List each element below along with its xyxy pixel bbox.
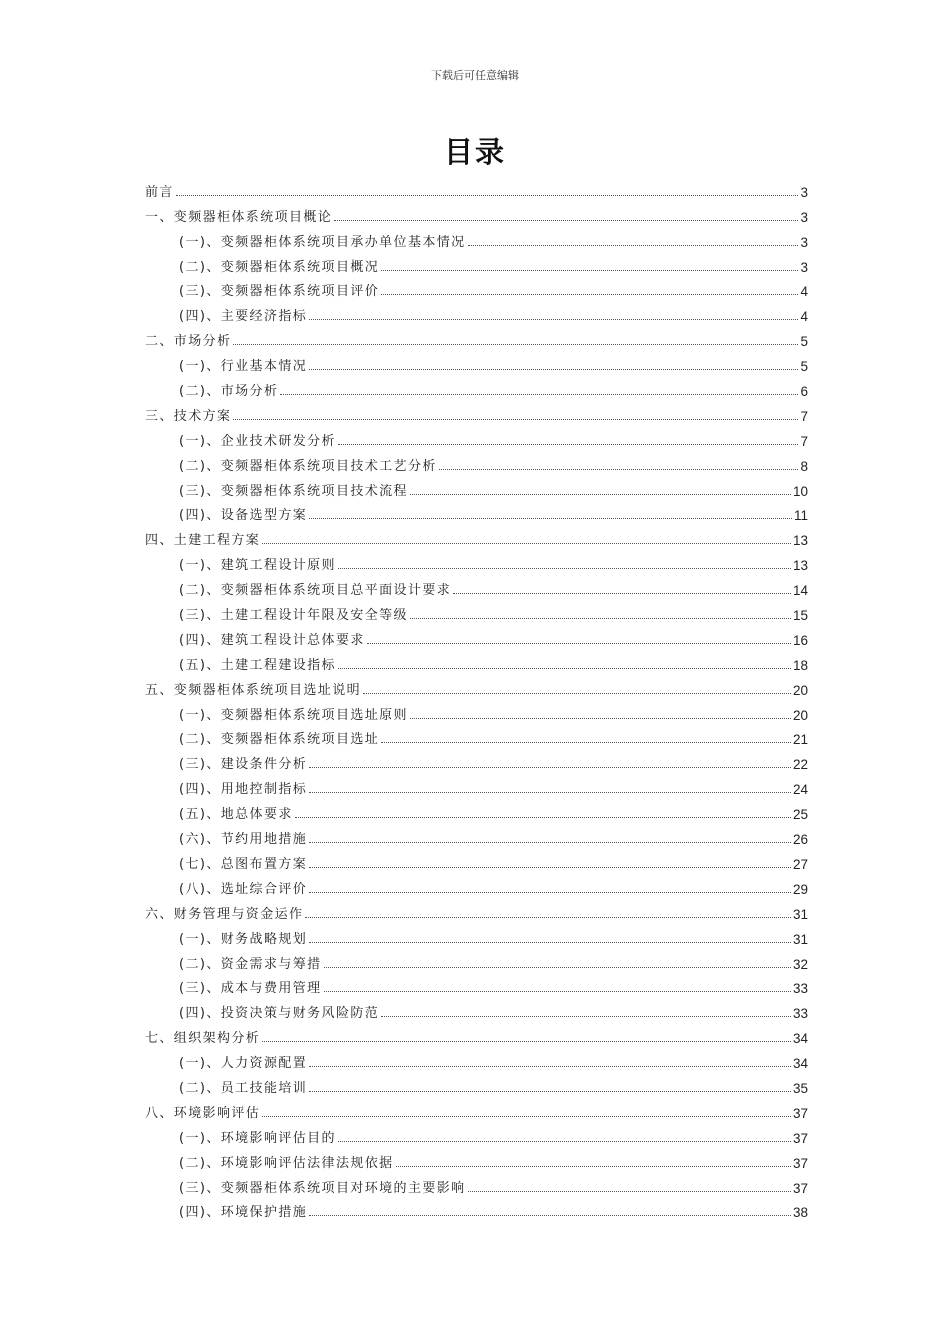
toc-entry[interactable] — [145, 349, 808, 374]
toc-entry-label: (三)、成本与费用管理 — [179, 981, 322, 997]
toc-leader-dots — [468, 1190, 791, 1192]
toc-entry-page: 37 — [792, 1180, 808, 1196]
toc-entry[interactable] — [145, 474, 808, 499]
toc-entry-page: 8 — [800, 458, 808, 474]
toc-leader-dots — [338, 1140, 791, 1142]
toc-entry-page: 37 — [792, 1105, 808, 1121]
toc-entry[interactable] — [145, 972, 808, 997]
toc-leader-dots — [309, 791, 791, 793]
toc-entry[interactable] — [145, 374, 808, 399]
toc-entry[interactable] — [145, 897, 808, 922]
toc-leader-dots — [363, 692, 791, 694]
toc-entry-label: (五)、地总体要求 — [179, 807, 293, 823]
toc-entry[interactable] — [145, 747, 808, 772]
toc-entry-page: 31 — [792, 906, 808, 922]
toc-entry-page: 4 — [800, 309, 808, 325]
toc-entry-label: (四)、环境保护措施 — [179, 1205, 308, 1221]
toc-leader-dots — [381, 293, 798, 295]
toc-entry-label: (一)、行业基本情况 — [179, 359, 308, 375]
toc-entry-label: 一、变频器柜体系统项目概论 — [145, 209, 333, 225]
toc-entry-page: 13 — [792, 533, 808, 549]
toc-entry-page: 34 — [792, 1031, 808, 1047]
toc-entry-page: 16 — [792, 632, 808, 648]
toc-entry-page: 6 — [800, 384, 808, 400]
toc-entry[interactable] — [145, 324, 808, 349]
toc-entry[interactable] — [145, 1196, 808, 1221]
toc-leader-dots — [233, 343, 798, 345]
toc-entry-page: 7 — [800, 433, 808, 449]
toc-entry[interactable] — [145, 573, 808, 598]
toc-entry-label: (三)、变频器柜体系统项目评价 — [179, 284, 380, 300]
toc-entry-page: 27 — [792, 856, 808, 872]
toc-entry[interactable] — [145, 623, 808, 648]
toc-entry[interactable] — [145, 847, 808, 872]
toc-entry[interactable] — [145, 299, 808, 324]
toc-entry-label: (五)、土建工程建设指标 — [179, 657, 336, 673]
toc-leader-dots — [410, 717, 791, 719]
toc-entry[interactable] — [145, 399, 808, 424]
toc-leader-dots — [396, 1165, 791, 1167]
toc-entry-label: (六)、节约用地措施 — [179, 832, 308, 848]
toc-entry-label: (四)、建筑工程设计总体要求 — [179, 632, 365, 648]
toc-entry-label: (一)、企业技术研发分析 — [179, 433, 336, 449]
toc-entry-label: 二、市场分析 — [145, 334, 232, 350]
toc-entry[interactable] — [145, 1096, 808, 1121]
toc-entry-page: 24 — [792, 782, 808, 798]
toc-entry-label: (二)、变频器柜体系统项目技术工艺分析 — [179, 458, 437, 474]
toc-entry-page: 37 — [792, 1155, 808, 1171]
toc-entry-label: (四)、投资决策与财务风险防范 — [179, 1006, 380, 1022]
toc-entry-page: 38 — [792, 1205, 808, 1221]
toc-entry-label: (一)、变频器柜体系统项目承办单位基本情况 — [179, 234, 466, 250]
toc-leader-dots — [309, 1065, 791, 1067]
toc-entry-label: (二)、市场分析 — [179, 384, 279, 400]
toc-entry-label: (七)、总图布置方案 — [179, 856, 308, 872]
toc-entry-page: 20 — [792, 707, 808, 723]
toc-entry-page: 20 — [792, 682, 808, 698]
page-title: 目录 — [443, 135, 506, 169]
toc-entry[interactable] — [145, 225, 808, 250]
toc-entry-label: (四)、用地控制指标 — [179, 782, 308, 798]
toc-entry[interactable] — [145, 1071, 808, 1096]
toc-leader-dots — [233, 418, 798, 420]
toc-leader-dots — [305, 916, 791, 918]
toc-leader-dots — [338, 443, 799, 445]
toc-entry-page: 11 — [793, 508, 808, 524]
toc-entry-page: 31 — [792, 931, 808, 947]
toc-entry-label: 三、技术方案 — [145, 408, 232, 424]
toc-entry[interactable] — [145, 1021, 808, 1046]
toc-leader-dots — [324, 966, 791, 968]
toc-entry-label: 五、变频器柜体系统项目选址说明 — [145, 682, 362, 698]
toc-entry-page: 18 — [792, 657, 808, 673]
toc-leader-dots — [381, 269, 798, 271]
toc-entry-label: (二)、变频器柜体系统项目选址 — [179, 732, 380, 748]
toc-entry[interactable] — [145, 449, 808, 474]
toc-entry-label: (三)、变频器柜体系统项目对环境的主要影响 — [179, 1180, 466, 1196]
page-header: 下载后可任意编辑 — [431, 69, 519, 82]
toc-leader-dots — [367, 642, 791, 644]
toc-entry-page: 34 — [792, 1056, 808, 1072]
toc-entry[interactable] — [145, 200, 808, 225]
toc-entry[interactable] — [145, 922, 808, 947]
toc-entry[interactable] — [145, 1121, 808, 1146]
toc-entry-page: 22 — [792, 757, 808, 773]
toc-entry-page: 5 — [800, 359, 808, 375]
toc-entry-page: 3 — [800, 184, 808, 200]
toc-leader-dots — [309, 866, 791, 868]
toc-entry-label: (八)、选址综合评价 — [179, 881, 308, 897]
toc-entry-page: 37 — [792, 1130, 808, 1146]
toc-leader-dots — [381, 1015, 791, 1017]
toc-entry-label: (三)、建设条件分析 — [179, 757, 308, 773]
toc-leader-dots — [309, 841, 791, 843]
toc-entry-page: 21 — [792, 732, 808, 748]
toc-entry[interactable] — [145, 723, 808, 748]
toc-leader-dots — [309, 1214, 791, 1216]
toc-leader-dots — [338, 667, 791, 669]
toc-leader-dots — [410, 493, 791, 495]
toc-leader-dots — [309, 368, 798, 370]
toc-entry[interactable] — [145, 175, 808, 200]
toc-entry[interactable] — [145, 1146, 808, 1171]
toc-entry-page: 26 — [792, 832, 808, 848]
toc-entry-label: (四)、主要经济指标 — [179, 309, 308, 325]
toc-entry-page: 7 — [800, 408, 808, 424]
toc-entry-label: (二)、员工技能培训 — [179, 1080, 308, 1096]
toc-entry-label: (一)、人力资源配置 — [179, 1056, 308, 1072]
toc-leader-dots — [468, 244, 799, 246]
toc-entry-page: 29 — [792, 881, 808, 897]
toc-entry[interactable] — [145, 548, 808, 573]
toc-entry-page: 3 — [800, 234, 808, 250]
toc-leader-dots — [280, 393, 798, 395]
toc-entry-label: (一)、环境影响评估目的 — [179, 1130, 336, 1146]
toc-entry[interactable] — [145, 1171, 808, 1196]
toc-entry[interactable] — [145, 275, 808, 300]
toc-entry[interactable] — [145, 872, 808, 897]
toc-entry[interactable] — [145, 523, 808, 548]
toc-leader-dots — [381, 741, 791, 743]
toc-leader-dots — [334, 219, 798, 221]
toc-entry[interactable] — [145, 822, 808, 847]
toc-leader-dots — [453, 592, 791, 594]
toc-entry[interactable] — [145, 1046, 808, 1071]
toc-entry-label: (三)、土建工程设计年限及安全等级 — [179, 608, 408, 624]
toc-entry-label: (三)、变频器柜体系统项目技术流程 — [179, 483, 408, 499]
toc-leader-dots — [309, 891, 791, 893]
toc-leader-dots — [439, 468, 799, 470]
toc-leader-dots — [176, 194, 799, 196]
toc-entry-page: 14 — [792, 583, 808, 599]
toc-leader-dots — [309, 766, 791, 768]
toc-entry-label: 四、土建工程方案 — [145, 533, 261, 549]
toc-leader-dots — [309, 318, 798, 320]
toc-entry[interactable] — [145, 772, 808, 797]
toc-leader-dots — [262, 1115, 791, 1117]
toc-entry[interactable] — [145, 598, 808, 623]
toc-leader-dots — [324, 990, 791, 992]
toc-leader-dots — [262, 542, 791, 544]
toc-entry[interactable] — [145, 250, 808, 275]
toc-entry[interactable] — [145, 499, 808, 524]
toc-entry-label: (二)、环境影响评估法律法规依据 — [179, 1155, 394, 1171]
toc-entry-page: 33 — [792, 981, 808, 997]
toc-entry-label: (二)、变频器柜体系统项目总平面设计要求 — [179, 583, 452, 599]
toc-entry[interactable] — [145, 698, 808, 723]
toc-entry-label: (二)、资金需求与筹措 — [179, 956, 322, 972]
toc-entry-label: 七、组织架构分析 — [145, 1031, 261, 1047]
toc-leader-dots — [262, 1040, 791, 1042]
toc-entry-label: 六、财务管理与资金运作 — [145, 906, 304, 922]
toc-entry[interactable] — [145, 797, 808, 822]
toc-leader-dots — [309, 517, 792, 519]
toc-leader-dots — [309, 1090, 791, 1092]
toc-entry-label: (一)、变频器柜体系统项目选址原则 — [179, 707, 408, 723]
toc-entry-label: 八、环境影响评估 — [145, 1105, 261, 1121]
toc-entry-label: (二)、变频器柜体系统项目概况 — [179, 259, 380, 275]
toc-entry[interactable] — [145, 673, 808, 698]
toc-entry-page: 25 — [792, 807, 808, 823]
toc-entry[interactable] — [145, 424, 808, 449]
toc-entry-label: (四)、设备选型方案 — [179, 508, 308, 524]
toc-entry-page: 15 — [792, 608, 808, 624]
toc-leader-dots — [309, 941, 791, 943]
toc-entry[interactable] — [145, 648, 808, 673]
toc-entry-label: (一)、财务战略规划 — [179, 931, 308, 947]
toc-leader-dots — [295, 816, 791, 818]
toc-entry-label: 前言 — [145, 184, 174, 200]
toc-entry-page: 33 — [792, 1006, 808, 1022]
toc-entry[interactable] — [145, 996, 808, 1021]
toc-entry-page: 4 — [800, 284, 808, 300]
table-of-contents — [145, 175, 808, 1220]
toc-leader-dots — [338, 567, 791, 569]
toc-entry-label: (一)、建筑工程设计原则 — [179, 558, 336, 574]
toc-entry-page: 5 — [800, 334, 808, 350]
toc-entry-page: 3 — [800, 209, 808, 225]
toc-entry-page: 3 — [800, 259, 808, 275]
toc-entry-page: 13 — [792, 558, 808, 574]
toc-entry-page: 10 — [792, 483, 808, 499]
toc-leader-dots — [410, 617, 791, 619]
toc-entry-page: 35 — [792, 1080, 808, 1096]
toc-entry-page: 32 — [792, 956, 808, 972]
toc-entry[interactable] — [145, 947, 808, 972]
